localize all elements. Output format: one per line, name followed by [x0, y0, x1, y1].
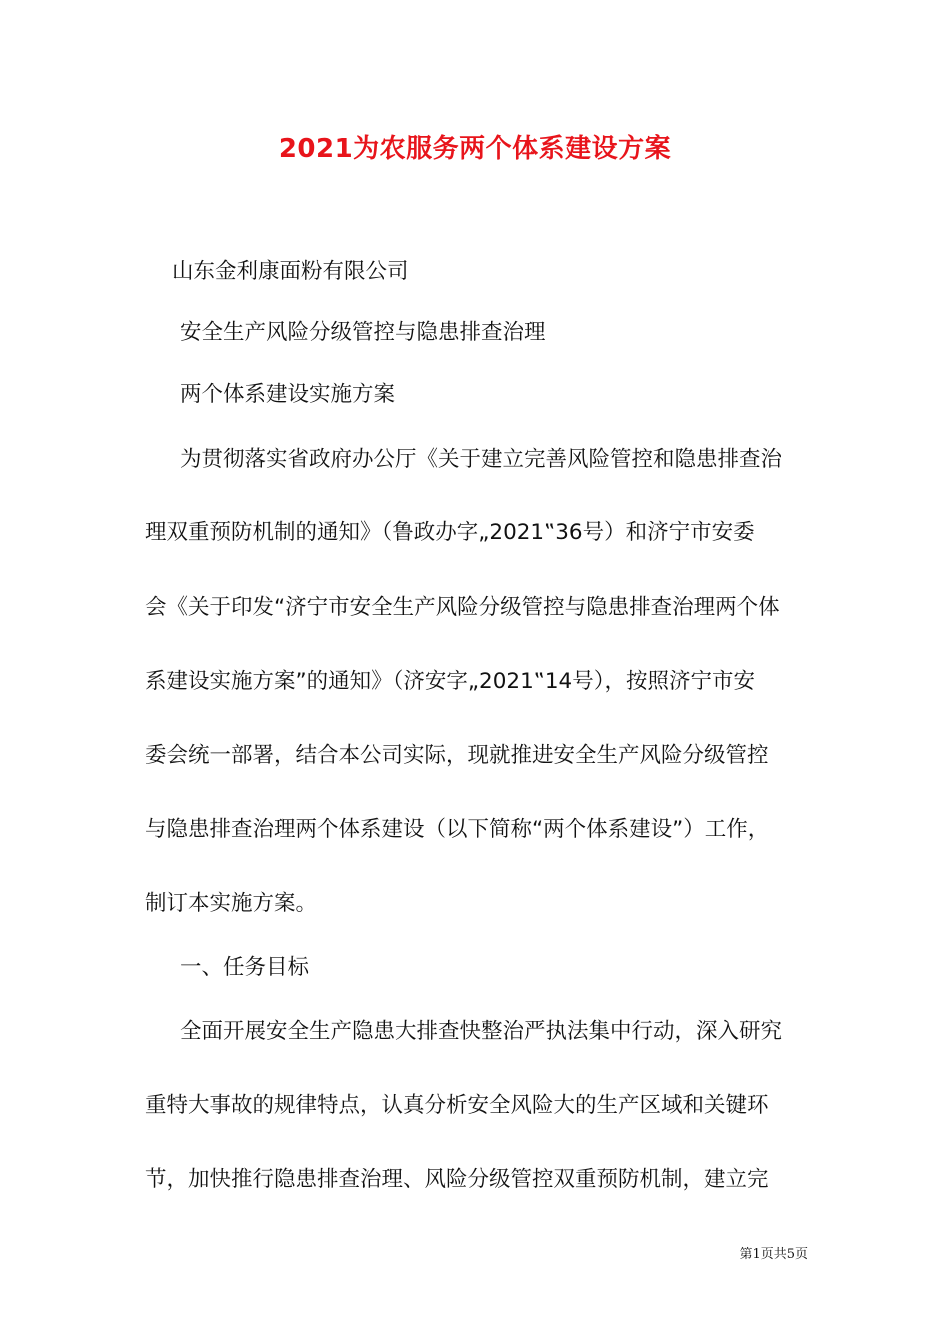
paragraph-line: 与隐患排查治理两个体系建设（以下简称“两个体系建设”）工作，	[145, 817, 770, 842]
paragraph-line: 节，加快推行隐患排查治理、风险分级管控双重预防机制，建立完	[145, 1167, 769, 1192]
document-title: 2021为农服务两个体系建设方案	[278, 134, 672, 164]
paragraph-line: 制订本实施方案。	[145, 891, 318, 916]
paragraph-line: 会《关于印发“济宁市安全生产风险分级管控与隐患排查治理两个体	[145, 595, 780, 620]
paragraph-line: 系建设实施方案”的通知》（济安字„2021‟14号），按照济宁市安	[145, 669, 755, 694]
subtitle-line-2: 两个体系建设实施方案	[180, 382, 396, 407]
paragraph-line: 委会统一部署，结合本公司实际，现就推进安全生产风险分级管控	[145, 743, 769, 768]
subtitle-line-1: 安全生产风险分级管控与隐患排查治理	[180, 320, 546, 345]
paragraph-line: 为贯彻落实省政府办公厅《关于建立完善风险管控和隐患排查治	[180, 447, 783, 472]
paragraph-line: 全面开展安全生产隐患大排查快整治严执法集中行动，深入研究	[180, 1019, 783, 1044]
paragraph-line: 理双重预防机制的通知》（鲁政办字„2021‟36号）和济宁市安委	[145, 520, 755, 545]
company-name-line: 山东金利康面粉有限公司	[172, 259, 409, 284]
paragraph-line: 重特大事故的规律特点，认真分析安全风险大的生产区域和关键环	[145, 1093, 769, 1118]
section-heading: 一、任务目标	[180, 955, 310, 980]
page-number: 第1页共5页	[739, 1247, 808, 1262]
